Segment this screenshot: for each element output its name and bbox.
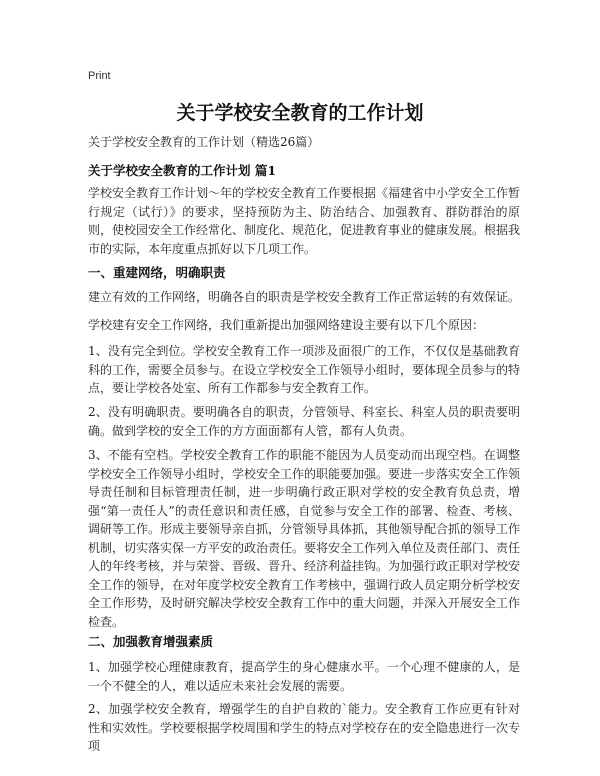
page-title: 关于学校安全教育的工作计划	[176, 102, 424, 124]
section-2-item-1: 1、加强学校心理健康教育，提高学生的身心健康水平。一个心理不健康的人，是一个不健全的人，难以适应未来社会发展的需要。	[88, 660, 520, 693]
section-2-heading: 二、加强教育增强素质	[88, 634, 214, 649]
subtitle: 关于学校安全教育的工作计划（精选26篇）	[88, 135, 320, 149]
article-heading: 关于学校安全教育的工作计划 篇1	[88, 163, 277, 178]
section-1-paragraph-2: 学校建有安全工作网络，我们重新提出加强网络建设主要有以下几个原因：	[88, 318, 485, 332]
section-1-item-2: 2、没有明确职责。要明确各自的职责，分管领导、科室长、科室人员的职责要明确。做到学校的安全工作的方方面面都有人管，都有人负责。	[88, 405, 520, 438]
section-1-paragraph-1: 建立有效的工作网络，明确各自的职责是学校安全教育工作正常运转的有效保证。	[88, 290, 521, 304]
section-2-item-2: 2、加强学校安全教育，增强学生的自护自救的`能力。安全教育工作应更有针对性和实效性。学校要根据学校周围和学生的特点对学校存在的安全隐患进行一次专项	[88, 702, 521, 753]
section-1-item-1: 1、没有完全到位。学校安全教育工作一项涉及面很广的工作，不仅仅是基础教育科的工作，需要全员参与。在设立学校安全工作领导小组时，要体现全员参与的特点，要让学校各处室、所有工作都参与安全教育工作。	[88, 344, 521, 395]
section-1-heading: 一、重建网络，明确职责	[88, 265, 226, 280]
print-label[interactable]: Print	[88, 70, 111, 82]
section-1-item-3: 3、不能有空档。学校安全教育工作的职能不能因为人员变动而出现空档。在调整学校安全工作领导小组时，学校安全工作的职能要加强。要进一步落实安全工作领导责任制和目标管理责任制，进一步明确行政正职对学校的安全教育负总责，增强“第一责任人”的责任意识和责任感，自觉参与安全工作的部署、检查、考核、调研等工作。形成主要领导亲自抓，分管领导具体抓，其他领导配合抓的领导工作机制，切实落实保一方平安的政治责任。要将安全工作列入单位及责任部门、责任人的年终考核，并与荣誉、晋级、晋升、经济利益挂钩。为加强行政正职对学校安全工作的领导，在对年度学校安全教育工作考核中，强调行政人员定期分析学校安全工作形势，及时研究解决学校安全教育工作中的重大问题，并深入开展安全工作检查。	[88, 448, 521, 629]
intro-paragraph: 学校安全教育工作计划～年的学校安全教育工作要根据《福建省中小学安全工作暂行规定（试行）》的要求，坚持预防为主、防治结合、加强教育、群防群治的原则，使校园安全工作经常化、制度化、规范化，促进教育事业的健康发展。根据我市的实际，本年度重点抓好以下几项工作。	[88, 186, 521, 256]
